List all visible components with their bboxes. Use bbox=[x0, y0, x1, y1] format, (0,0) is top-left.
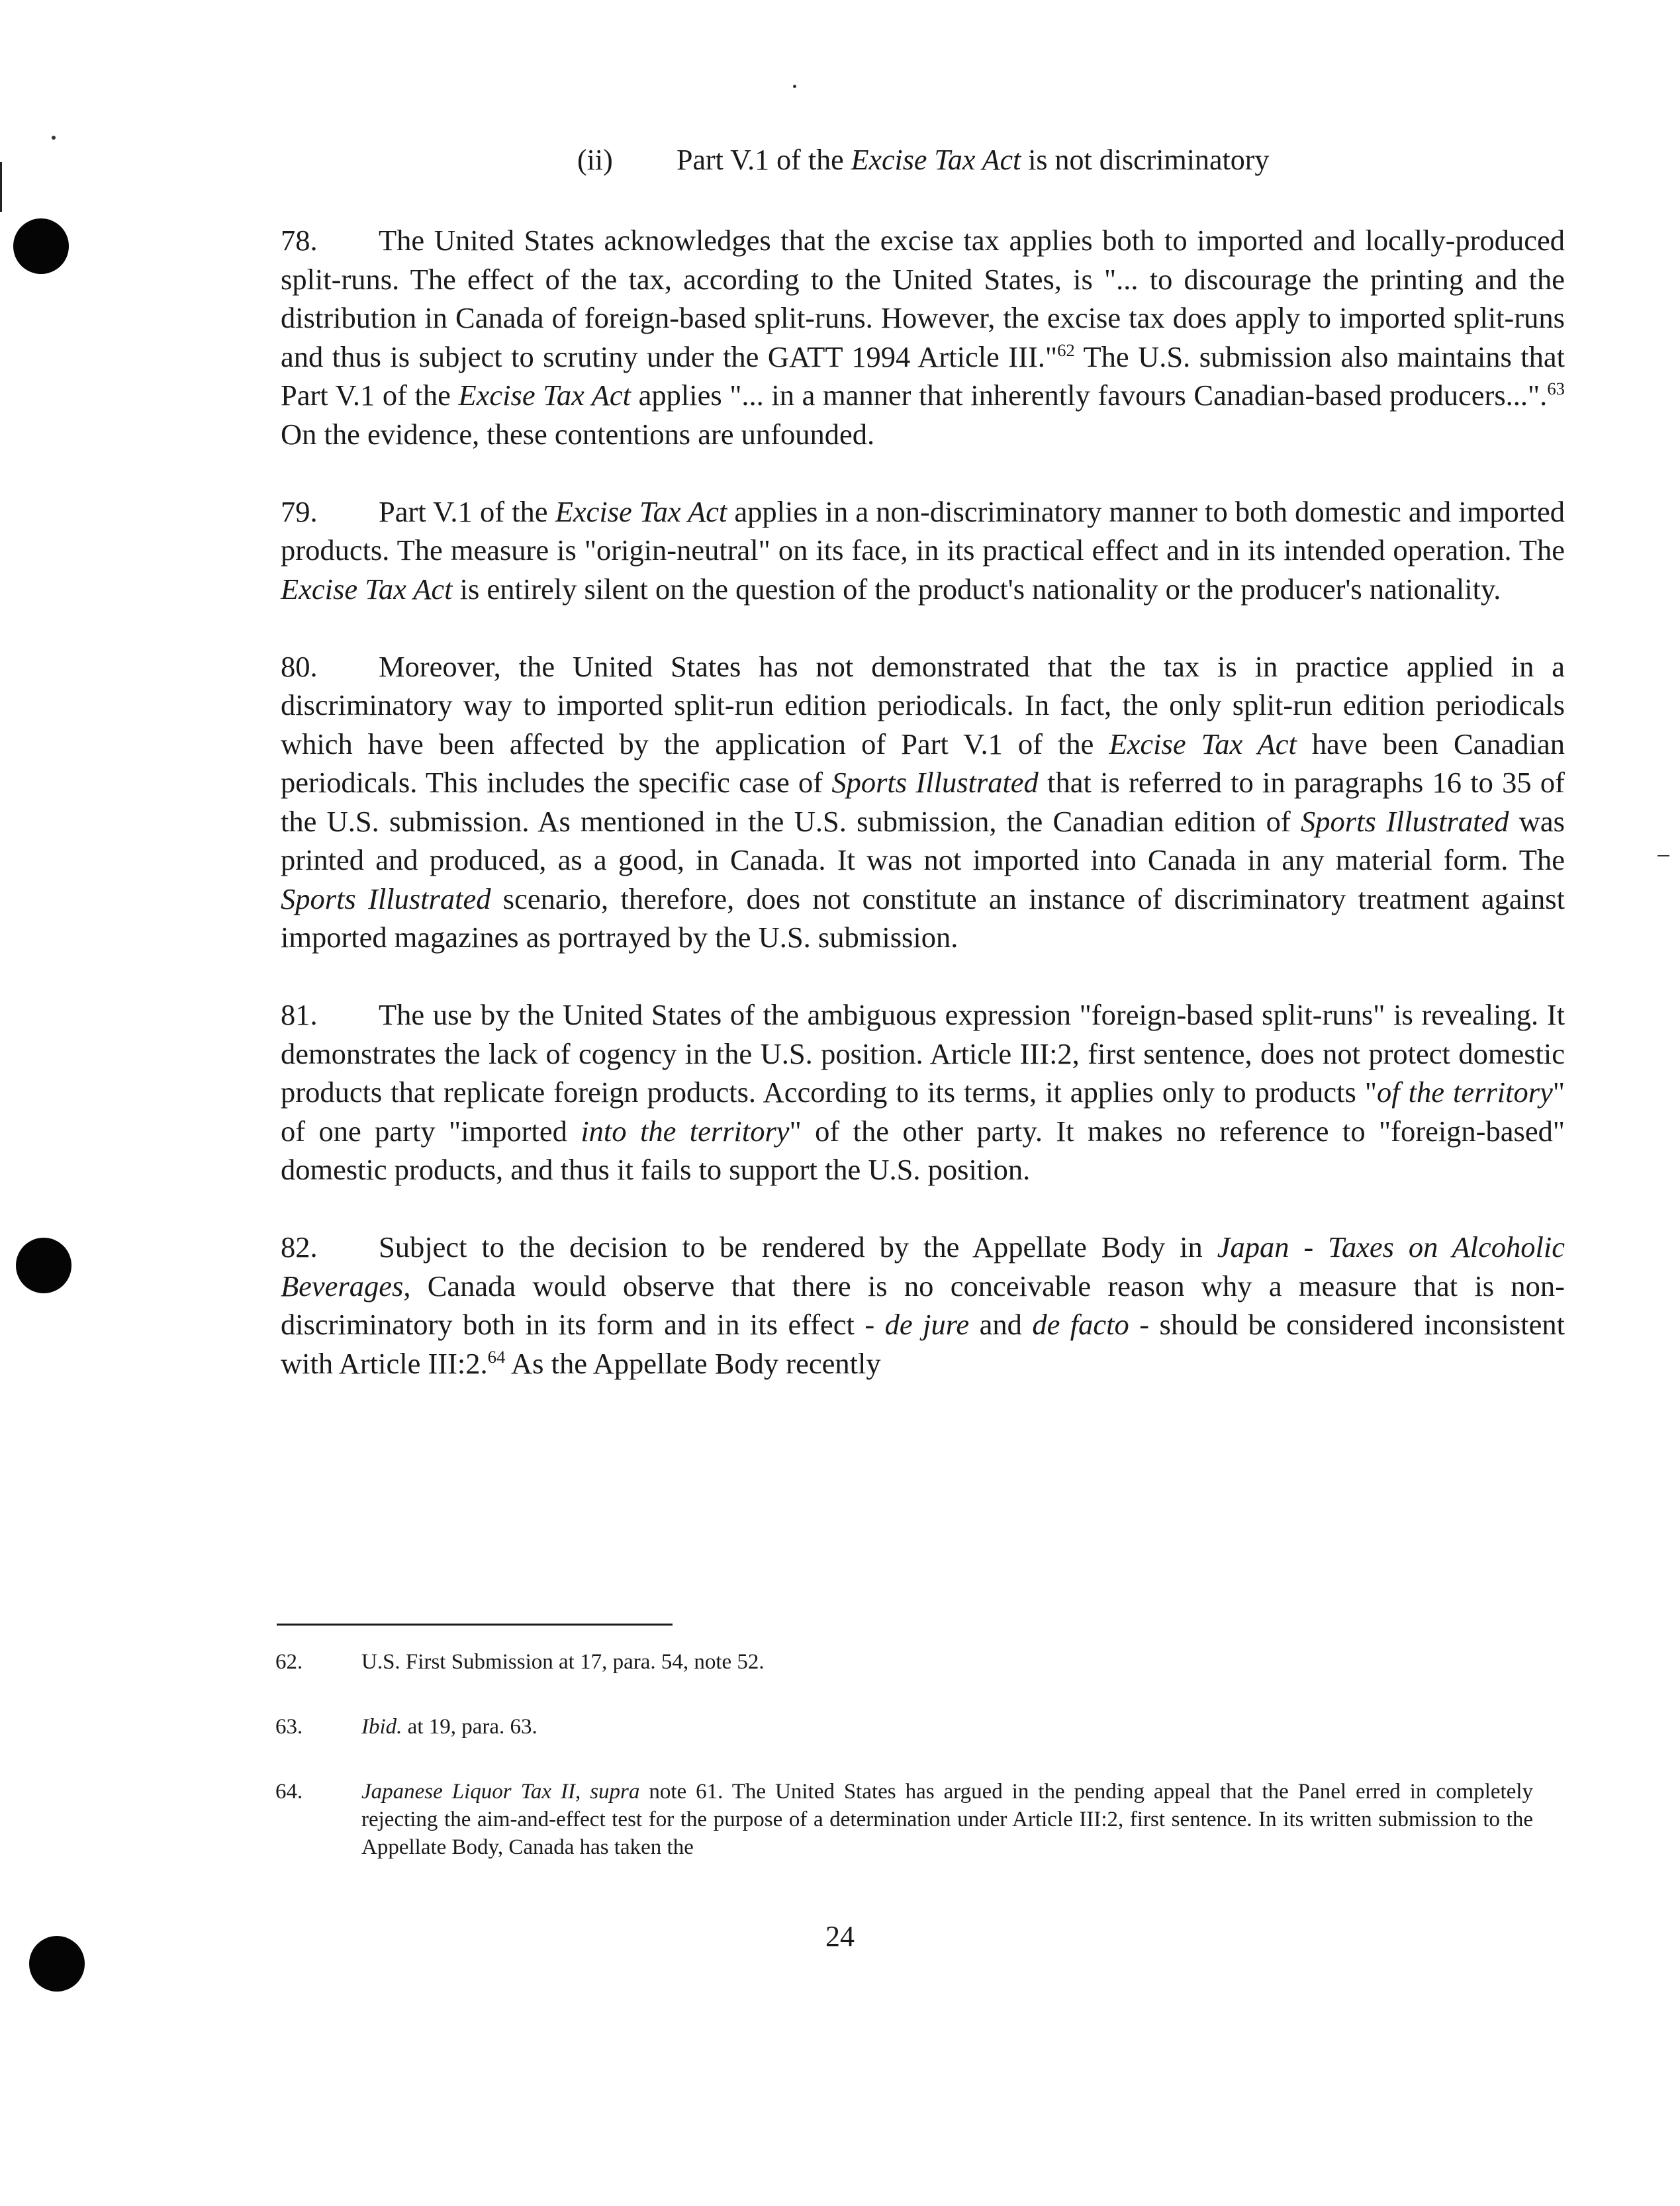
paragraph-81 bbox=[281, 995, 1565, 1189]
paragraph-number: 81. bbox=[281, 998, 318, 1031]
text-run: , Canada would observe that there is no conceivable reason why a measure that is non-discriminatory both in its form and in its effect - bbox=[281, 1269, 1565, 1341]
text-run: applies in a non-discriminatory manner to both domestic and imported products. The measure is "origin-neutral" on its face, in its practical effect and in its intended operation. The bbox=[281, 494, 1565, 567]
footnote-number: 63. bbox=[275, 1715, 303, 1739]
text-run: Moreover, the United States has not demonstrated that the tax is in practice applied in a discriminatory way to imported split-run edition periodicals. In fact, the only split-run edition periodicals which have been affected by the application of Part V.1 of the bbox=[281, 649, 1565, 760]
text-run: note 61. The United States has argued in the pending appeal that the Panel erred in completely rejecting the aim-and-effect test for the purpose of a determination under Article III:2, first sentence. In its written submission to the Appellate Body, Canada has taken the bbox=[361, 1780, 1534, 1859]
section-number: (ii) bbox=[577, 144, 613, 176]
footnote-text bbox=[361, 1648, 1533, 1676]
scan-speck bbox=[1657, 855, 1669, 856]
footnote-text bbox=[361, 1778, 1533, 1861]
text-run: and bbox=[969, 1308, 1033, 1341]
paragraph-82 bbox=[281, 1228, 1565, 1383]
paragraph-79 bbox=[281, 492, 1565, 609]
footnote-text bbox=[361, 1713, 1533, 1741]
text-run: applies "... in a manner that inherently favours Canadian-based producers...". bbox=[630, 379, 1548, 412]
binder-hole-top bbox=[13, 218, 69, 274]
paragraph-number: 79. bbox=[281, 494, 318, 528]
text-run: The United States acknowledges that the excise tax applies both to imported and locally-produced split-runs. The effect of the tax, according to the United States, is "... to discourage the printing and the distribution in Canada of foreign-based split-runs. However, the excise tax does apply to imported split-runs and thus is subject to scrutiny under the GATT 1994 Article III." bbox=[281, 224, 1565, 373]
italic-text: Japan - Taxes on Alcoholic Beverages bbox=[281, 1230, 1565, 1303]
text-run: On the evidence, these contentions are unfounded. bbox=[281, 417, 875, 451]
paragraph-80 bbox=[281, 647, 1565, 957]
italic-text: of the territory bbox=[1377, 1076, 1553, 1109]
scan-speck bbox=[793, 85, 796, 88]
italic-text: Excise Tax Act bbox=[555, 494, 727, 528]
footnote-reference: 63 bbox=[1547, 379, 1565, 399]
text-run: that is referred to in paragraphs 16 to 35 of the U.S. submission. As mentioned in the U.S. submission, the Canadian edition of bbox=[281, 766, 1565, 838]
footnotes bbox=[275, 1648, 1533, 1898]
paragraph-number: 80. bbox=[281, 649, 318, 683]
text-run: As the Appellate Body recently bbox=[505, 1346, 881, 1380]
text-run: was printed and produced, as a good, in Canada. It was not imported into Canada in any material form. The bbox=[281, 804, 1565, 876]
italic-text: Excise Tax Act bbox=[281, 572, 453, 606]
text-run: The use by the United States of the ambiguous expression "foreign-based split-runs" is revealing. It demonstrates the lack of cogency in the U.S. position. Article III:2, first sentence, does not protect domestic products that replicate foreign products. According to its terms, it applies only to products " bbox=[281, 998, 1565, 1109]
page-number: 24 bbox=[825, 1920, 855, 1953]
text-run: Subject to the decision to be rendered by the Appellate Body in bbox=[379, 1230, 1217, 1264]
binder-hole-middle bbox=[16, 1238, 71, 1293]
italic-text: de jure bbox=[884, 1308, 970, 1341]
paragraph-number: 78. bbox=[281, 224, 318, 257]
italic-text: Sports Illustrated bbox=[1301, 804, 1509, 838]
footnote-separator bbox=[277, 1624, 673, 1626]
scan-edge-mark bbox=[0, 162, 2, 212]
paragraph-number: 82. bbox=[281, 1230, 318, 1264]
text-run: scenario, therefore, does not constitute an instance of discriminatory treatment against imported magazines as portrayed by the U.S. submission. bbox=[281, 882, 1565, 954]
italic-text: Excise Tax Act bbox=[1109, 727, 1297, 760]
footnote-64 bbox=[275, 1778, 1533, 1861]
footnote-62 bbox=[275, 1648, 1533, 1676]
text-run: The U.S. submission also maintains that Part V.1 of the bbox=[281, 340, 1565, 412]
text-run: have been Canadian periodicals. This includes the specific case of bbox=[281, 727, 1565, 799]
section-heading bbox=[577, 140, 1269, 180]
section-title-end: is not discriminatory bbox=[1021, 144, 1270, 176]
italic-text: Excise Tax Act bbox=[458, 379, 631, 412]
paragraph-78 bbox=[281, 221, 1565, 453]
footnote-number: 64. bbox=[275, 1780, 303, 1804]
footnote-number: 62. bbox=[275, 1650, 303, 1674]
footnote-reference: 64 bbox=[487, 1346, 506, 1367]
italic-text: into the territory bbox=[581, 1114, 790, 1148]
section-title-act: Excise Tax Act bbox=[851, 144, 1021, 176]
text-run: " of the other party. It makes no reference to "foreign-based" domestic products, and thus it fails to support the U.S. position. bbox=[281, 1114, 1565, 1186]
italic-text: Ibid. bbox=[361, 1715, 402, 1739]
section-title-start: Part V.1 of the bbox=[677, 144, 851, 176]
text-run: - should be considered inconsistent with Article III:2. bbox=[281, 1308, 1565, 1380]
body-text bbox=[281, 221, 1565, 1422]
italic-text: de facto bbox=[1032, 1308, 1129, 1341]
italic-text: Japanese Liquor Tax II, supra bbox=[361, 1780, 640, 1804]
text-run: " of one party "imported bbox=[281, 1076, 1565, 1148]
italic-text: Sports Illustrated bbox=[281, 882, 491, 915]
footnote-reference: 62 bbox=[1057, 340, 1075, 360]
footnote-63 bbox=[275, 1713, 1533, 1741]
text-run: U.S. First Submission at 17, para. 54, note 52. bbox=[361, 1650, 765, 1674]
italic-text: Sports Illustrated bbox=[831, 766, 1039, 799]
text-run: is entirely silent on the question of the product's nationality or the producer's nationality. bbox=[452, 572, 1501, 606]
text-run: at 19, para. 63. bbox=[402, 1715, 537, 1739]
scan-speck bbox=[52, 136, 56, 140]
text-run: Part V.1 of the bbox=[379, 494, 555, 528]
